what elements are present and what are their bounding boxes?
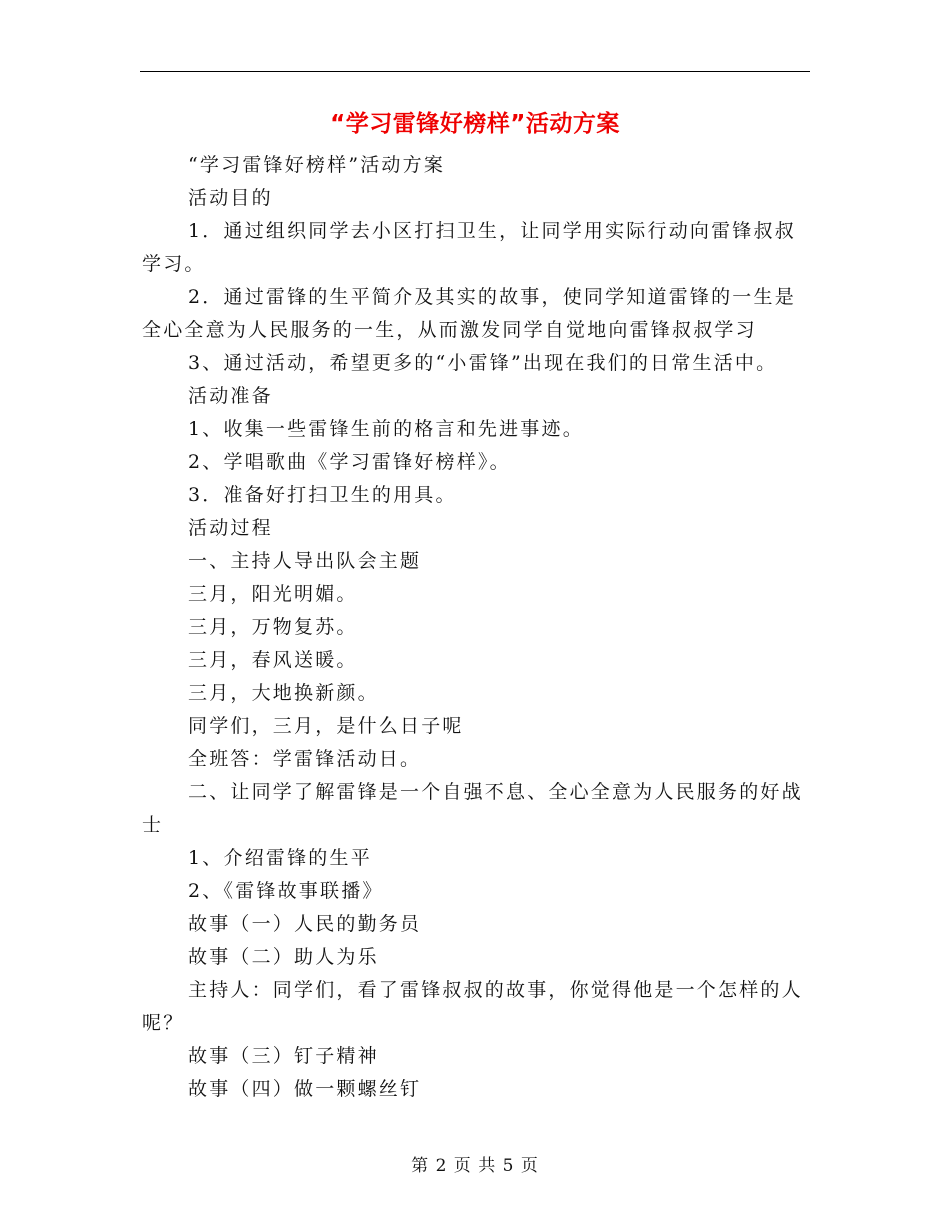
paragraph: 1．通过组织同学去小区打扫卫生，让同学用实际行动向雷锋叔叔学习。 xyxy=(142,220,796,275)
paragraph: 1、介绍雷锋的生平 xyxy=(188,847,372,869)
paragraph: 三月，万物复苏。 xyxy=(188,616,358,638)
paragraph: 故事（二）助人为乐 xyxy=(188,946,379,968)
section-heading: 活动目的 xyxy=(188,187,273,209)
paragraph: 故事（一）人民的勤务员 xyxy=(188,913,422,935)
paragraph: 3、通过活动，希望更多的“小雷锋”出现在我们的日常生活中。 xyxy=(188,352,778,374)
paragraph: 2、学唱歌曲《学习雷锋好榜样》。 xyxy=(188,451,511,473)
paragraph: 同学们，三月，是什么日子呢 xyxy=(188,715,464,737)
paragraph: 三月，春风送暖。 xyxy=(188,649,358,671)
paragraph: 3．准备好打扫卫生的用具。 xyxy=(188,484,457,506)
paragraph: 二、让同学了解雷锋是一个自强不息、全心全意为人民服务的好战士 xyxy=(142,781,803,836)
document-body xyxy=(142,149,810,1106)
page-number-footer: 第 2 页 共 5 页 xyxy=(411,1156,539,1176)
paragraph: 主持人：同学们，看了雷锋叔叔的故事，你觉得他是一个怎样的人呢？ xyxy=(142,979,803,1034)
paragraph: 三月，大地换新颜。 xyxy=(188,682,379,704)
paragraph: 三月，阳光明媚。 xyxy=(188,583,358,605)
paragraph: 全班答：学雷锋活动日。 xyxy=(188,748,422,770)
section-heading: 活动准备 xyxy=(188,385,273,407)
paragraph: 故事（三）钉子精神 xyxy=(188,1045,379,1067)
section-heading: 活动过程 xyxy=(188,517,273,539)
paragraph: 2、《雷锋故事联播》 xyxy=(188,880,384,902)
paragraph: “学习雷锋好榜样”活动方案 xyxy=(188,154,446,176)
document-title: “学习雷锋好榜样”活动方案 xyxy=(330,111,620,137)
paragraph: 1、收集一些雷锋生前的格言和先进事迹。 xyxy=(188,418,584,440)
paragraph: 一、主持人导出队会主题 xyxy=(188,550,422,572)
paragraph: 2．通过雷锋的生平简介及其实的故事，使同学知道雷锋的一生是全心全意为人民服务的一生，从而激发同学自觉地向雷锋叔叔学习 xyxy=(142,286,796,341)
header-rule xyxy=(140,71,810,72)
paragraph: 故事（四）做一颗螺丝钉 xyxy=(188,1078,422,1100)
